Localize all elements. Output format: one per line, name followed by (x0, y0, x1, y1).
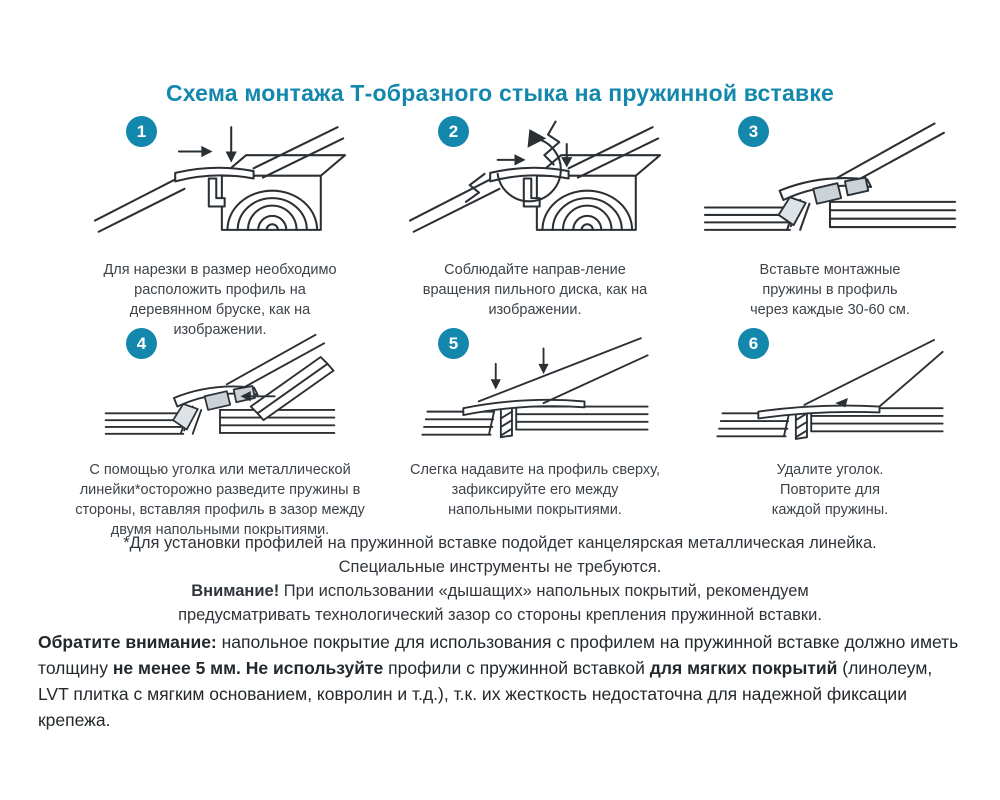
step-5 (380, 328, 690, 540)
step-3 (690, 116, 970, 340)
step-3-caption: Вставьте монтажные пружины в профиль через каждые 30-60 см. (750, 262, 910, 318)
step-6-caption: Удалите уголок. Повторите для каждой пружины. (771, 462, 889, 518)
step-6 (690, 328, 970, 540)
step-2 (380, 116, 690, 340)
ruler-footnote-line-1: *Для установки профилей на пружинной вставке подойдет канцелярская металлическая линейка. (123, 534, 877, 552)
attention-note (0, 579, 1000, 627)
step-6-number-badge: 6 (738, 328, 769, 359)
page-title: Схема монтажа Т-образного стыка на пружинной вставке (165, 80, 835, 106)
attention-line-1: Внимание! При использовании «дышащих» напольных покрытий, рекомендуем (191, 582, 809, 600)
step-5-number-badge: 5 (438, 328, 469, 359)
step-4 (60, 328, 380, 540)
step-5-art (380, 328, 690, 456)
step-2-caption: Соблюдайте направ-ление вращения пильного диска, как на изображении. (422, 262, 648, 318)
steps-row-2 (60, 328, 970, 540)
step-3-number-badge: 3 (738, 116, 769, 147)
step-4-number-badge: 4 (126, 328, 157, 359)
step-1-number-badge: 1 (126, 116, 157, 147)
step-2-number-badge: 2 (438, 116, 469, 147)
step-1-caption: Для нарезки в размер необходимо расположить профиль на деревянном бруске, как на изображении. (103, 262, 337, 338)
ruler-footnote-line-2: Специальные инструменты не требуются. (338, 558, 662, 576)
step-1-art (60, 116, 380, 256)
step-4-art (60, 328, 380, 456)
step-2-art (380, 116, 690, 256)
ruler-footnote (0, 531, 1000, 579)
attention-line-2: предусматривать технологический зазор со стороны крепления пружинной вставки. (178, 606, 822, 624)
step-5-caption: Слегка надавите на профиль сверху, зафиксируйте его между напольными покрытиями. (410, 462, 660, 518)
step-4-caption: С помощью уголка или металлической линейки*осторожно разведите пружины в стороны, вставляя профиль в зазор между двумя напольными покрытиями. (75, 462, 365, 538)
step-3-art (690, 116, 970, 256)
steps-row-1 (60, 116, 970, 340)
step-6-art (690, 328, 970, 456)
step-1 (60, 116, 380, 340)
bottom-notice: Обратите внимание: напольное покрытие для использования с профилем на пружинной вставке должно иметь толщину не менее 5 мм. Не используйте профили с пружинной вставкой для мягких покрытий (линолеум, LVT плитка с мягким основанием, ковролин и т.д.), т.к. их жесткость недостаточна для надежной фиксации крепежа. (38, 632, 959, 730)
